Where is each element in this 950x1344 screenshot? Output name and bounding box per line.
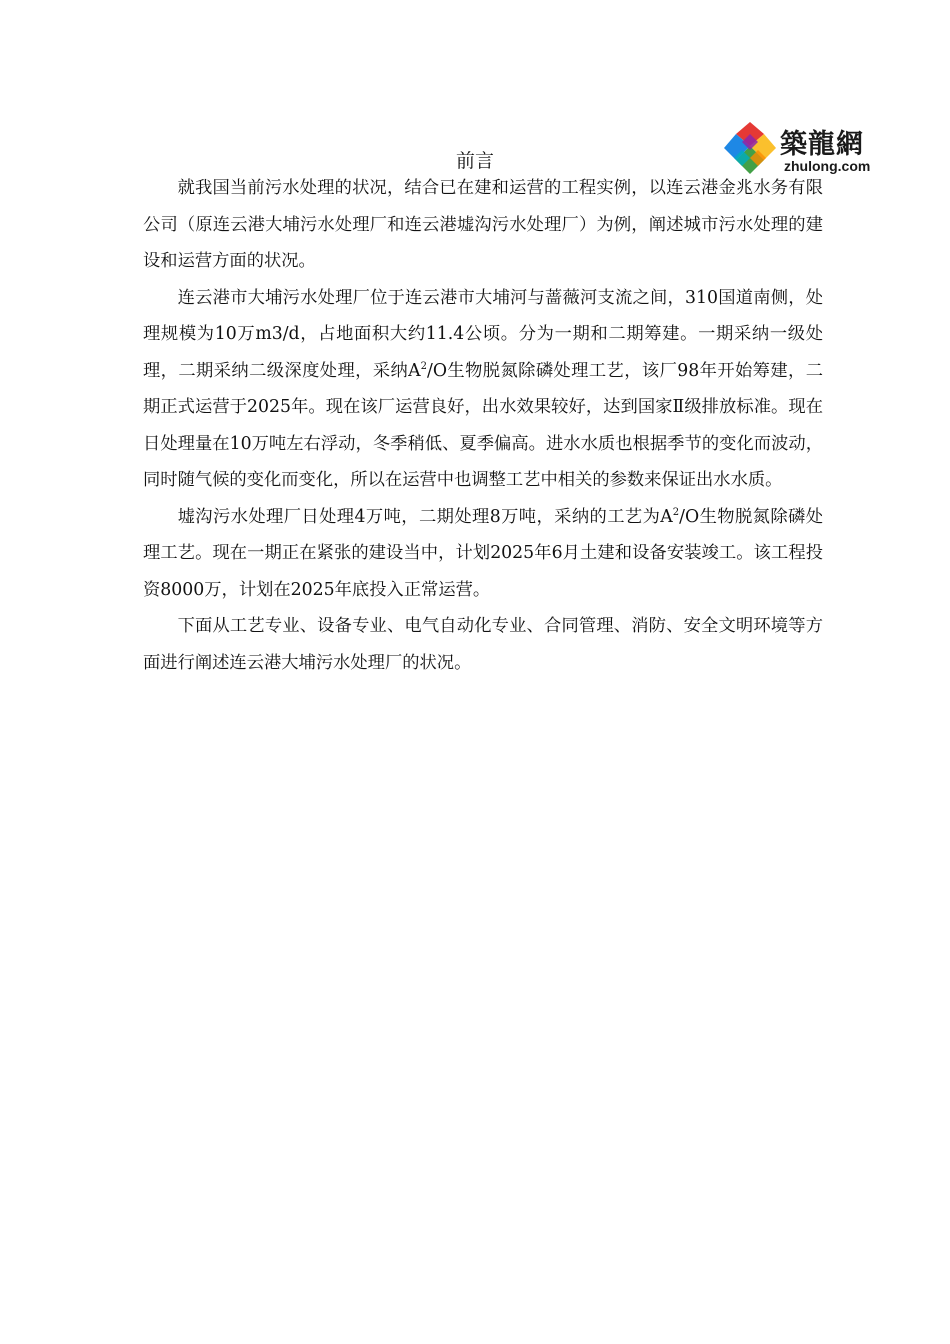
- logo-domain: zhulong.com: [784, 158, 871, 174]
- site-logo: [722, 116, 872, 178]
- logo-mark-icon: [722, 120, 778, 176]
- page-title: 前言: [455, 150, 494, 172]
- paragraph: 墟沟污水处理厂日处理4万吨，二期处理8万吨，采纳的工艺为$A^2/O$生物脱氮除磷处理工艺。现在一期正在紧张的建设当中，计划2025年6月土建和设备安装竣工。该工程投资8000万，计划在2025年底投入正常运营。: [143, 506, 823, 600]
- paragraph: 下面从工艺专业、设备专业、电气自动化专业、合同管理、消防、安全文明环境等方面进行阐述连云港大埔污水处理厂的状况。: [143, 616, 823, 673]
- paragraph: 连云港市大埔污水处理厂位于连云港市大埔河与蔷薇河支流之间，310国道南侧，处理规模为10万m3/d，占地面积大约11.4公顷。分为一期和二期筹建。一期采纳一级处理，二期采纳二级深度处理，采纳$A^2/O$生物脱氮除磷处理工艺，该厂98年开始筹建，二期正式运营于2025年。现在该厂运营良好，出水效果较好，达到国家Ⅱ级排放标准。现在日处理量在10万吨左右浮动，冬季稍低、夏季偏高。进水水质也根据季节的变化而波动，同时随气候的变化而变化，所以在运营中也调整工艺中相关的参数来保证出水水质。: [143, 287, 824, 490]
- paragraph: 就我国当前污水处理的状况，结合已在建和运营的工程实例，以连云港金兆水务有限公司（原连云港大埔污水处理厂和连云港墟沟污水处理厂）为例，阐述城市污水处理的建设和运营方面的状况。: [143, 178, 823, 271]
- body-text: [143, 170, 823, 681]
- logo-name: 築龍網: [780, 129, 864, 160]
